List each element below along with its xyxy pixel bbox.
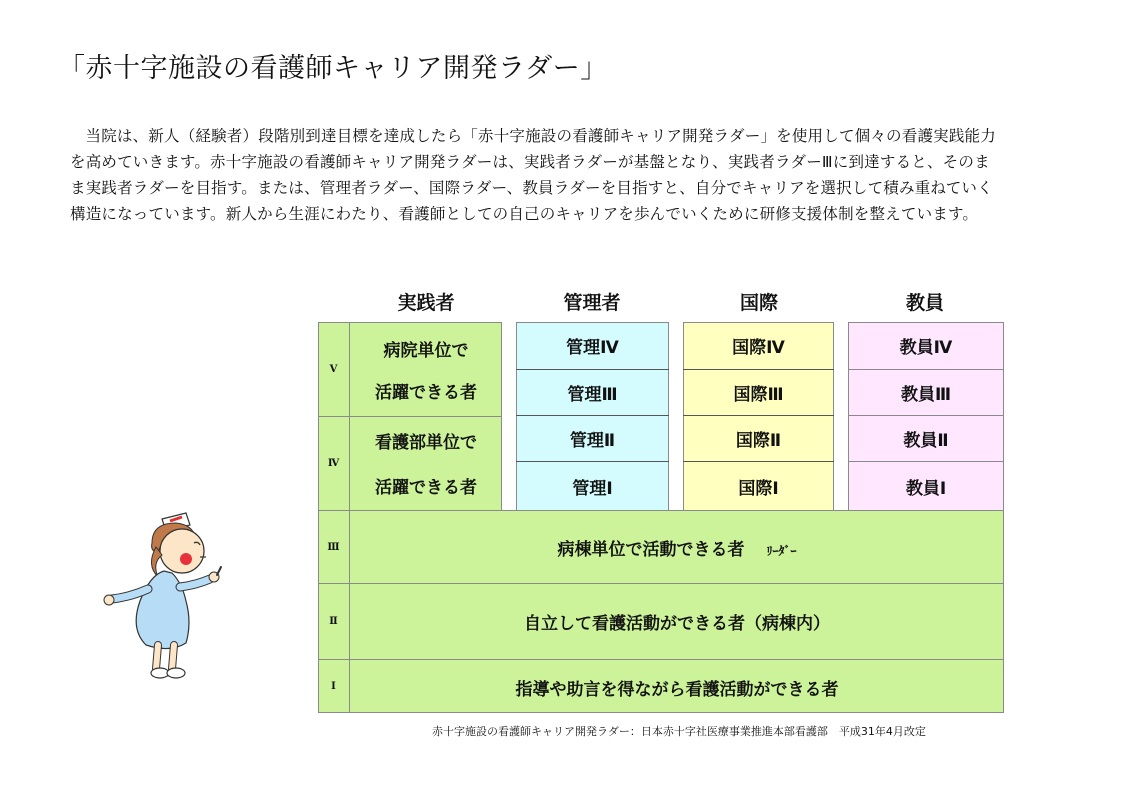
level-row-divider	[318, 583, 1004, 584]
level-label-iv: Ⅳ	[327, 458, 340, 469]
practitioner-row-divider	[318, 416, 502, 417]
level-label-iii: Ⅲ	[327, 542, 340, 553]
column-header-practitioner: 実践者	[397, 292, 455, 314]
practitioner-i-text: 指導や助言を得ながら看護活動ができる者	[515, 680, 839, 700]
practitioner-iv-line1: 看護部単位で	[375, 432, 477, 453]
management-iv: 管理Ⅳ	[566, 338, 619, 358]
leader-note: ﾘｰﾀﾞｰ	[766, 544, 797, 558]
management-ii: 管理Ⅱ	[569, 430, 616, 451]
management-i: 管理Ⅰ	[572, 478, 613, 499]
international-i: 国際Ⅰ	[738, 478, 779, 499]
practitioner-iii-row	[350, 535, 1004, 560]
nurse-illustration	[100, 505, 230, 685]
international-iv: 国際Ⅳ	[732, 338, 785, 358]
management-iii: 管理Ⅲ	[567, 384, 618, 405]
education-iii: 教員Ⅲ	[900, 384, 952, 405]
education-ii: 教員Ⅱ	[903, 430, 949, 451]
practitioner-iv-line2: 活躍できる者	[375, 477, 477, 498]
international-ii: 国際Ⅱ	[735, 430, 782, 451]
practitioner-v-line1: 病院単位で	[383, 340, 469, 361]
international-iii: 国際Ⅲ	[733, 384, 784, 405]
practitioner-ii-text: 自立して看護活動ができる者（病棟内）	[524, 614, 830, 634]
practitioner-iii-text: 病棟単位で活動できる者	[557, 540, 745, 560]
level-row-divider	[318, 659, 1004, 660]
practitioner-v-line2: 活躍できる者	[375, 382, 477, 403]
column-header-international: 国際	[739, 292, 778, 314]
level-label-i: Ⅰ	[331, 681, 336, 692]
level-label-ii: Ⅱ	[329, 616, 338, 627]
education-i: 教員Ⅰ	[905, 478, 947, 499]
page-title: 「赤十字施設の看護師キャリア開発ラダー」	[58, 53, 608, 84]
column-header-education: 教員	[905, 292, 944, 314]
intro-paragraph	[70, 123, 1000, 227]
column-header-management: 管理者	[563, 292, 621, 314]
level-label-v: Ⅴ	[329, 364, 338, 375]
intro-text: 当院は、新人（経験者）段階別到達目標を達成したら「赤十字施設の看護師キャリア開発ラダー」を使用して個々の看護実践能力を高めていきます。赤十字施設の看護師キャリア開発ラダーは、実践者ラダーが基盤となり、実践者ラダーⅢに到達すると、そのまま実践者ラダーを目指す。または、管理者ラダー、国際ラダー、教員ラダーを目指すと、自分でキャリアを選択して積み重ねていく構造になっています。新人から生涯にわたり、看護師としての自己のキャリアを歩んでいくために研修支援体制を整えています。	[70, 127, 996, 223]
source-caption: 赤十字施設の看護師キャリア開発ラダー：日本赤十字社医療事業推進本部看護部 平成31年4月改定	[432, 725, 926, 738]
education-iv: 教員Ⅳ	[899, 338, 953, 358]
